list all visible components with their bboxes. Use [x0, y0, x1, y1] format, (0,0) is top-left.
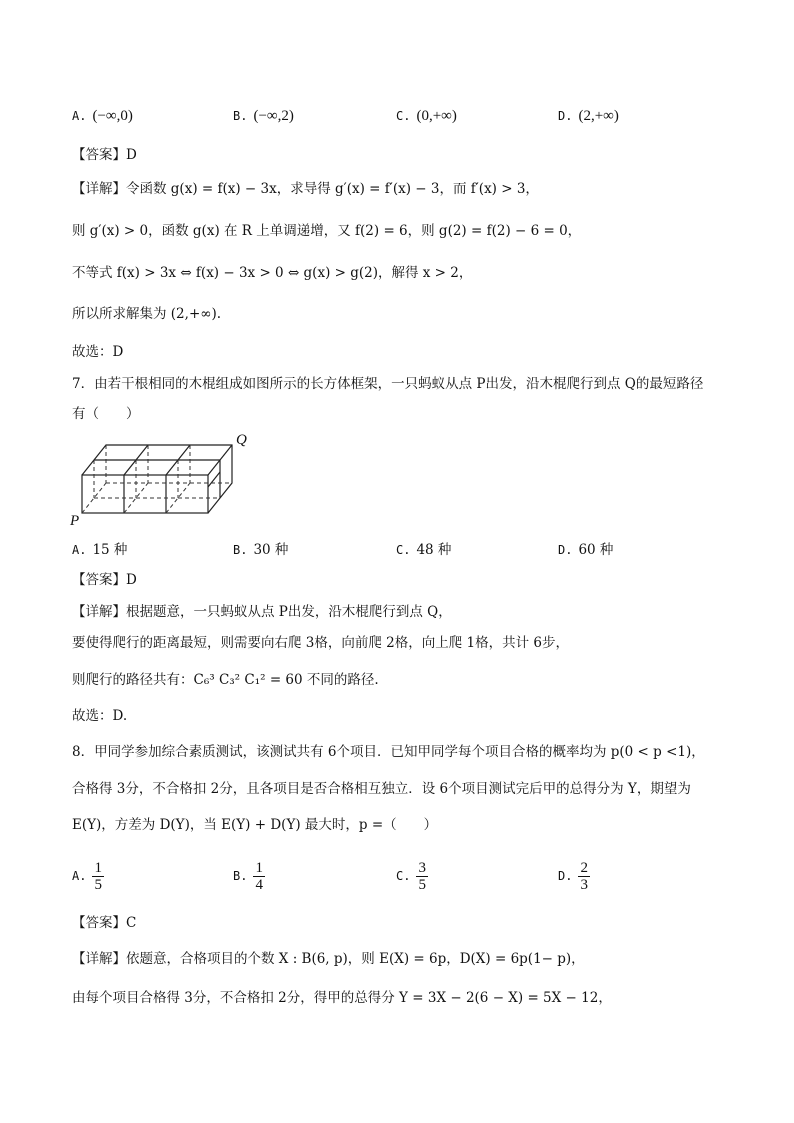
fraction: $\frac{3}{5}$: [418, 860, 426, 893]
q7-detail-line: 则爬行的路径共有：C₆³ C₃² C₁² = 60 不同的路径.: [72, 672, 379, 688]
q7-detail-line: 故选：D.: [72, 708, 128, 724]
point-p-label: P: [70, 513, 80, 527]
q6-detail-line: 则 g′(x) > 0，函数 g(x) 在 R 上单调递增，又 f(2) = 6，则 g(2) = f(2) − 6 = 0，: [72, 223, 582, 239]
q8-answer: 【答案】C: [72, 915, 137, 931]
q8-stem-line: 合格得 3分，不合格扣 2分，且各项目是否合格相互独立．设 6个项目测试完后甲的总得分为 Y，期望为: [72, 781, 691, 797]
fraction: $\frac{1}{5}$: [94, 860, 102, 893]
q7-stem-line: 有（ ）: [72, 406, 140, 422]
fraction: $\frac{1}{4}$: [255, 860, 263, 893]
q6-option-d: D. (2,+∞): [558, 108, 619, 124]
q7-detail-line: 要使得爬行的距离最短，则需要向右爬 3格，向前爬 2格，向上爬 1格，共计 6步，: [72, 635, 570, 651]
q8-option-b: B. $\frac{1}{4}$: [233, 860, 263, 893]
q7-option-b: B. 30 种: [233, 542, 289, 558]
cuboid-frame-figure: [68, 432, 268, 527]
q7-option-c: C. 48 种: [396, 542, 452, 558]
q6-option-b: B. (−∞,2): [233, 108, 294, 124]
q6-detail-line: 故选：D: [72, 344, 124, 360]
point-q-label: Q: [236, 432, 247, 448]
q8-option-a: A. $\frac{1}{5}$: [72, 860, 102, 893]
q6-detail-line: 不等式 f(x) > 3x ⇔ f(x) − 3x > 0 ⇔ g(x) > g(2)，解得 x > 2，: [72, 265, 473, 281]
q8-detail-line: 【详解】依题意，合格项目的个数 X : B(6, p)，则 E(X) = 6p，D(X) = 6p(1− p)，: [72, 951, 585, 967]
q6-option-a: A. (−∞,0): [72, 108, 133, 124]
q8-option-c: C. $\frac{3}{5}$: [396, 860, 426, 893]
fraction: $\frac{2}{3}$: [580, 860, 588, 893]
q7-stem-line: 7．由若干根相同的木棍组成如图所示的长方体框架，一只蚂蚁从点 P出发，沿木棍爬行到点 Q的最短路径: [72, 376, 704, 392]
q7-option-d: D. 60 种: [558, 542, 614, 558]
q8-detail-line: 由每个项目合格得 3分，不合格扣 2分，得甲的总得分 Y = 3X − 2(6 − X) = 5X − 12，: [72, 990, 612, 1006]
q6-detail-line: 所以所求解集为 (2,+∞).: [72, 306, 222, 322]
q6-detail-line: 【详解】令函数 g(x) = f(x) − 3x，求导得 g′(x) = f′(x) − 3，而 f′(x) > 3，: [72, 181, 539, 197]
q8-option-d: D. $\frac{2}{3}$: [558, 860, 588, 893]
q7-detail-line: 【详解】根据题意，一只蚂蚁从点 P出发，沿木棍爬行到点 Q，: [72, 604, 452, 620]
q7-option-a: A. 15 种: [72, 542, 128, 558]
q8-stem-line: E(Y)，方差为 D(Y)，当 E(Y) + D(Y) 最大时，p =（ ）: [72, 817, 438, 833]
q7-answer: 【答案】D: [72, 572, 137, 588]
q6-option-c: C. (0,+∞): [396, 108, 457, 124]
q8-stem-line: 8．甲同学参加综合素质测试，该测试共有 6个项目．已知甲同学每个项目合格的概率均为 p(0 < p <1)，: [72, 744, 705, 760]
q6-answer: 【答案】D: [72, 147, 137, 163]
